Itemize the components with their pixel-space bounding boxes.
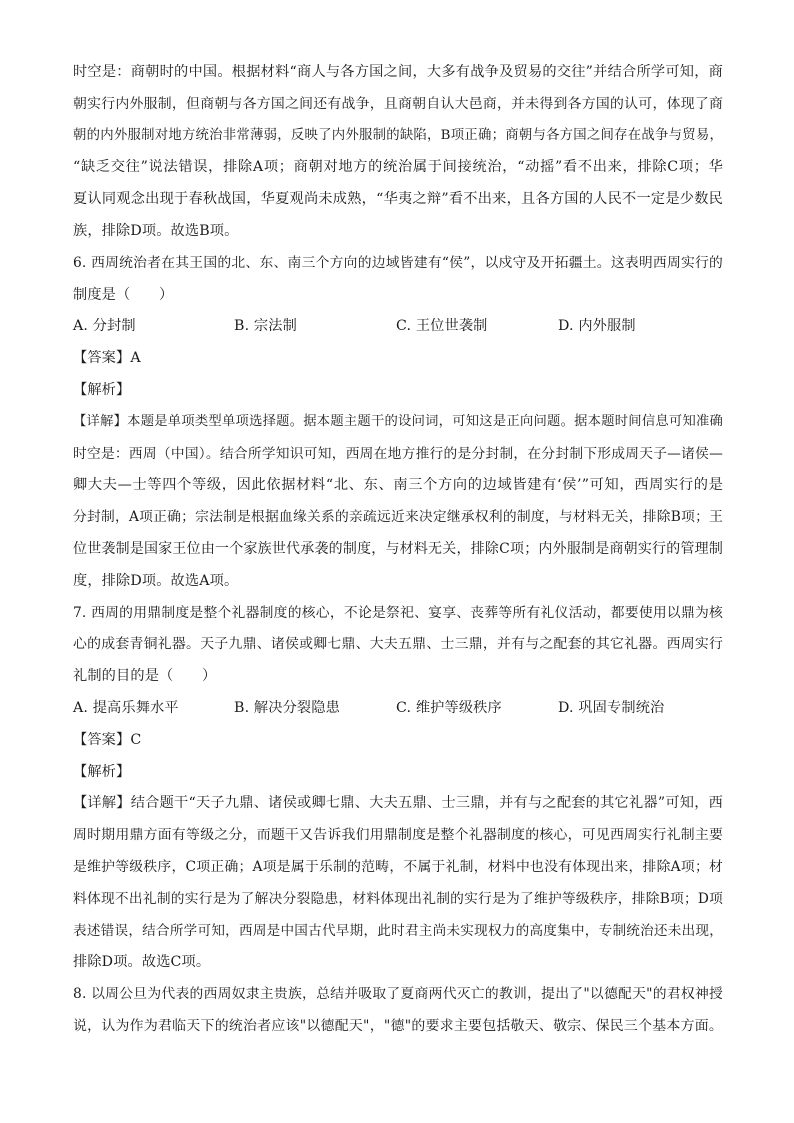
question-7-options: [73, 698, 723, 718]
text-line: 夏认同观念出现于春秋战国，华夏观尚未成熟，“华夷之辩”看不出来，且各方国的人民不一定是少数民: [73, 191, 723, 208]
question-7-stem: 7. 西周的用鼎制度是整个礼器制度的核心，不论是祭祀、宴享、丧葬等所有礼仪活动，都要使用以鼎为核: [73, 604, 723, 621]
text-line: 朝的内外服制对地方统治非常薄弱，反映了内外服制的缺陷，B项正确；商朝与各方国之间存在战争与贸易，: [73, 127, 723, 143]
question-6-stem: 6. 西周统治者在其王国的北、东、南三个方向的边域皆建有“侯”，以戍守及开拓疆土。这表明西周实行的: [73, 254, 723, 271]
answer-line: [73, 348, 723, 368]
detail-line: 排除D项。故选C项。: [73, 954, 211, 971]
detail-line: 料体现不出礼制的实行是为了解决分裂隐患，材料体现出礼制的实行是为了维护等级秩序，排除B项；D项: [73, 890, 723, 907]
option-d: D. 内外服制: [558, 318, 636, 335]
question-6-stem: 制度是（ ）: [73, 286, 174, 303]
detail-line: 【详解】结合题干“天子九鼎、诸侯或卿七鼎、大夫五鼎、士三鼎，并有与之配套的其它礼器”可知，西: [73, 795, 723, 812]
question-8-stem: 说，认为作为君临天下的统治者应该"以德配天"，"德"的要求主要包括敬天、敬宗、保民三个基本方面。: [73, 1017, 723, 1034]
detail-line: 表述错误，结合所学可知，西周是中国古代早期，此时君主尚未实现权力的高度集中，专制统治还未出现，: [73, 922, 723, 939]
analysis-tag: 【解析】: [73, 763, 131, 780]
detail-line: 【详解】本题是单项类型单项选择题。据本题主题干的设问词，可知这是正向问题。据本题时间信息可知准确: [73, 413, 723, 429]
option-d: D. 巩固专制统治: [558, 699, 665, 716]
question-7-stem: 心的成套青铜礼器。天子九鼎、诸侯或卿七鼎、大夫五鼎、士三鼎，并有与之配套的其它礼器。西周实行: [73, 636, 723, 653]
detail-line: 度，排除D项。故选A项。: [73, 572, 239, 589]
option-c: C. 维护等级秩序: [396, 699, 502, 716]
answer-value: A: [130, 350, 141, 367]
option-a: A. 分封制: [73, 318, 136, 335]
answer-tag: 【答案】: [73, 731, 131, 748]
detail-line: 是维护等级秩序，C项正确；A项是属于乐制的范畴，不属于礼制，材料中也没有体现出来，排除A项；材: [73, 858, 723, 875]
text-line: “缺乏交往”说法错误，排除A项；商朝对地方的统治属于间接统治，“动摇”看不出来，排除C项；华: [73, 159, 723, 176]
answer-line: [73, 730, 723, 750]
answer-tag: 【答案】: [73, 350, 131, 367]
document-page: [73, 62, 723, 1048]
question-7-stem: 礼制的目的是（ ）: [73, 668, 217, 685]
option-b: B. 宗法制: [234, 318, 297, 335]
text-line: 时空是：商朝时的中国。根据材料“商人与各方国之间，大多有战争及贸易的交往”并结合所学可知，商: [73, 64, 723, 80]
detail-line: 位世袭制是国家王位由一个家族世代承袭的制度，与材料无关，排除C项；内外服制是商朝实行的管理制: [73, 540, 723, 557]
detail-line: 卿大夫—士等四个等级，因此依据材料“北、东、南三个方向的边域皆建有‘侯’”可知，西周实行的是: [73, 477, 723, 494]
answer-value: C: [130, 731, 142, 748]
question-6-options: [73, 316, 723, 336]
option-c: C. 王位世袭制: [396, 318, 488, 335]
option-b: B. 解决分裂隐患: [234, 699, 340, 716]
detail-line: 时空是：西周（中国）。结合所学知识可知，西周在地方推行的是分封制，在分封制下形成周天子—诸侯—: [73, 445, 723, 462]
detail-line: 周时期用鼎方面有等级之分，而题干又告诉我们用鼎制度是整个礼器制度的核心，可见西周实行礼制主要: [73, 827, 723, 844]
analysis-tag: 【解析】: [73, 381, 131, 398]
detail-line: 分封制，A项正确；宗法制是根据血缘关系的亲疏远近来决定继承权利的制度，与材料无关，排除B项；王: [73, 509, 723, 526]
question-8-stem: 8. 以周公旦为代表的西周奴隶主贵族，总结并吸取了夏商两代灭亡的教训，提出了"以德配天"的君权神授: [73, 986, 723, 1003]
text-line: 族，排除D项。故选B项。: [73, 222, 239, 239]
text-line: 朝实行内外服制，但商朝与各方国之间还有战争，且商朝自认大邑商，并未得到各方国的认可，体现了商: [73, 95, 723, 112]
option-a: A. 提高乐舞水平: [73, 699, 179, 716]
